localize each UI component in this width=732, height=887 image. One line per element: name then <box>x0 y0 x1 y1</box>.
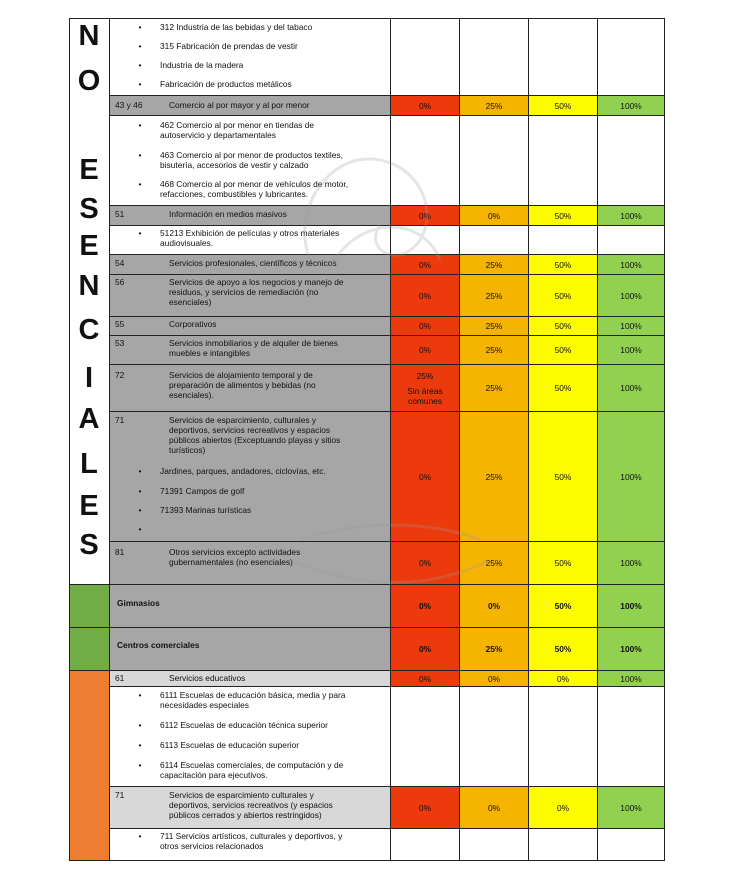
pct-cell <box>390 670 460 687</box>
pct-value: 0% <box>418 802 432 813</box>
bullet-icon: • <box>138 120 142 130</box>
empty-cell <box>597 115 665 206</box>
sector-name: preparación de alimentos y bebidas (no <box>169 380 316 390</box>
bullet-icon: • <box>138 22 142 32</box>
pct-value: Sin áreas <box>407 385 443 396</box>
pct-value: 50% <box>554 321 572 331</box>
pct-cell <box>597 584 665 628</box>
side-letter: N <box>78 20 100 52</box>
pct-cell <box>390 627 460 671</box>
empty-cell <box>597 18 665 96</box>
bullet-icon: • <box>138 740 142 750</box>
sector-name: Otros servicios excepto actividades <box>169 547 301 557</box>
pct-multiline <box>407 371 442 406</box>
pct-value: 0% <box>418 210 432 221</box>
sector-name: Servicios de esparcimiento, culturales y <box>169 415 317 425</box>
pct-value: 0% <box>418 290 432 301</box>
pct-cell <box>597 541 665 585</box>
bullet-icon: • <box>138 60 142 70</box>
pct-cell <box>390 205 460 226</box>
pct-cell <box>459 364 529 412</box>
sector-name: deportivos, servicios recreativos (y espacios <box>169 800 333 810</box>
pct-cell <box>528 274 598 317</box>
list-item: audiovisuales. <box>160 238 214 248</box>
pct-value: 25% <box>485 321 503 331</box>
pct-cell <box>528 670 598 687</box>
sector-name: Servicios de esparcimiento culturales y <box>169 790 314 800</box>
empty-cell <box>390 18 460 96</box>
pct-cell <box>597 670 665 687</box>
pct-cell <box>390 411 460 542</box>
pct-value: 0% <box>418 100 432 111</box>
list-item: Fabricación de productos metálicos <box>160 79 292 89</box>
pct-value: 0% <box>418 644 432 654</box>
list-item: 462 Comercio al por menor en tiendas de <box>160 120 315 130</box>
bullet-icon: • <box>138 760 142 770</box>
sector-code: 61 <box>115 673 125 683</box>
list-item: 6111 Escuelas de educación básica, media y para <box>160 690 346 700</box>
pct-cell <box>459 95 529 116</box>
pct-value: 0% <box>418 471 432 482</box>
list-item: necesidades especiales <box>160 700 249 710</box>
pct-value: 100% <box>620 558 642 568</box>
pct-cell <box>459 411 529 542</box>
bullet-icon: • <box>138 41 142 51</box>
list-item: bisutería, accesorios de vestir y calzado <box>160 160 309 170</box>
list-item: 6114 Escuelas comerciales, de computación y de <box>160 760 344 770</box>
sector-code: 72 <box>115 370 125 380</box>
empty-cell <box>459 18 529 96</box>
sector-code: 53 <box>115 338 125 348</box>
pct-cell <box>390 786 460 829</box>
sector-name: Servicios de alojamiento temporal y de <box>169 370 313 380</box>
list-item: 6112 Escuelas de educación técnica superior <box>160 720 328 730</box>
sector-code: 81 <box>115 547 125 557</box>
sector-code: 55 <box>115 319 125 329</box>
pct-value: 0% <box>418 673 432 684</box>
pct-value: 0% <box>487 210 501 221</box>
bullet-icon: • <box>138 720 142 730</box>
pct-cell <box>459 670 529 687</box>
list-item: 711 Servicios artísticos, culturales y deportivos, y <box>160 831 343 841</box>
bullet-icon: • <box>138 466 142 476</box>
sector-name: Comercio al por mayor y al por menor <box>169 100 310 110</box>
sector-name: Servicios inmobiliarios y de alquiler de bienes <box>169 338 338 348</box>
pct-value: 50% <box>554 259 572 270</box>
side-green-cell <box>69 584 110 628</box>
pct-value: 100% <box>620 290 642 301</box>
pct-value: 50% <box>554 601 572 611</box>
list-item: 463 Comercio al por menor de productos textiles, <box>160 150 343 160</box>
pct-cell <box>528 627 598 671</box>
pct-value: 25% <box>485 100 503 111</box>
empty-cell <box>459 686 529 787</box>
list-item: otros servicios relacionados <box>160 841 264 851</box>
bullet-icon: • <box>138 150 142 160</box>
list-item: Jardines, parques, andadores, ciclovías, etc. <box>160 466 326 476</box>
pct-value: 100% <box>620 100 642 111</box>
sector-name: residuos, y servicios de remediación (no <box>169 287 319 297</box>
sector-name: Información en medios masivos <box>169 209 287 219</box>
sector-name: esenciales). <box>169 390 214 400</box>
empty-cell <box>459 828 529 861</box>
side-letter: E <box>79 490 99 522</box>
empty-cell <box>597 828 665 861</box>
sector-code: 71 <box>115 790 125 800</box>
pct-cell <box>459 541 529 585</box>
side-green-cell <box>69 627 110 671</box>
pct-value: 100% <box>620 802 642 813</box>
pct-value: 50% <box>554 558 572 568</box>
pct-value: 0% <box>418 601 432 611</box>
pct-value: 50% <box>554 100 572 111</box>
pct-value: 100% <box>620 259 642 270</box>
pct-value: 50% <box>554 644 572 654</box>
list-item: autoservicio y departamentales <box>160 130 276 140</box>
pct-cell <box>528 411 598 542</box>
sector-cell <box>109 316 391 336</box>
pct-cell <box>459 584 529 628</box>
sector-code: 56 <box>115 277 125 287</box>
empty-cell <box>528 828 598 861</box>
pct-cell <box>459 254 529 275</box>
list-item: 6113 Escuelas de educación superior <box>160 740 300 750</box>
sector-name: Servicios profesionales, científicos y técnicos <box>169 258 337 268</box>
pct-value: 25% <box>485 290 503 301</box>
sector-name: Servicios de apoyo a los negocios y manejo de <box>169 277 344 287</box>
pct-value: 25% <box>485 644 503 654</box>
sector-name: Servicios educativos <box>169 673 246 683</box>
pct-value: 100% <box>620 644 642 654</box>
pct-cell <box>528 364 598 412</box>
pct-value: 100% <box>620 471 642 482</box>
pct-value: 25% <box>485 558 503 568</box>
sector-name: turísticos) <box>169 445 206 455</box>
pct-cell <box>390 274 460 317</box>
pct-cell <box>390 95 460 116</box>
bullet-icon: • <box>138 690 142 700</box>
sector-name: muebles e intangibles <box>169 348 251 358</box>
sector-name: públicos cerrados y abiertos restringidos) <box>169 810 322 820</box>
pct-cell <box>459 205 529 226</box>
sector-name: esenciales) <box>169 297 212 307</box>
measures-table <box>69 18 664 860</box>
pct-cell <box>528 316 598 336</box>
empty-cell <box>528 18 598 96</box>
pct-cell <box>528 335 598 365</box>
empty-cell <box>390 225 460 255</box>
pct-value: 25% <box>416 370 434 381</box>
bullet-icon: • <box>138 524 142 534</box>
pct-cell <box>390 364 460 412</box>
pct-value: 0% <box>487 802 501 813</box>
list-item: Industria de la madera <box>160 60 244 70</box>
bullet-icon: • <box>138 179 142 189</box>
empty-cell <box>528 225 598 255</box>
pct-cell <box>597 205 665 226</box>
pct-cell <box>597 786 665 829</box>
sector-name: Centros comerciales <box>117 640 200 650</box>
list-item: 51213 Exhibición de películas y otros materiales <box>160 228 340 238</box>
list-item: capacitación para ejecutivos. <box>160 770 268 780</box>
sector-name: Corporativos <box>169 319 217 329</box>
sector-name: públicos abiertos (Exceptuando playas y sitios <box>169 435 341 445</box>
side-letter: N <box>78 270 100 302</box>
bullet-icon: • <box>138 486 142 496</box>
empty-cell <box>597 686 665 787</box>
side-letter: S <box>79 193 99 225</box>
list-item: 71391 Campos de golf <box>160 486 245 496</box>
pct-value: 0% <box>418 259 432 270</box>
empty-cell <box>459 225 529 255</box>
side-letter: C <box>78 314 100 346</box>
sector-name: Gimnasios <box>117 598 160 608</box>
side-letter: L <box>80 448 98 480</box>
pct-cell <box>597 254 665 275</box>
side-letter: E <box>79 154 99 186</box>
pct-cell <box>528 541 598 585</box>
bullet-icon: • <box>138 228 142 238</box>
empty-cell <box>597 225 665 255</box>
pct-value: 50% <box>554 210 572 221</box>
pct-value: 50% <box>554 383 572 393</box>
pct-value: 100% <box>620 345 642 355</box>
pct-value: 0% <box>418 345 432 355</box>
pct-value: 50% <box>554 345 572 355</box>
empty-cell <box>459 115 529 206</box>
bullet-icon: • <box>138 831 142 841</box>
pct-value: 25% <box>485 471 503 482</box>
pct-cell <box>528 205 598 226</box>
sector-name: deportivos, servicios recreativos y espacios <box>169 425 331 435</box>
list-item: 468 Comercio al por menor de vehículos de motor, <box>160 179 349 189</box>
pct-value: comunes <box>408 395 442 406</box>
sector-name: gubernamentales (no esenciales) <box>169 557 293 567</box>
sector-code: 54 <box>115 258 125 268</box>
pct-value: 25% <box>485 345 503 355</box>
pct-cell <box>597 627 665 671</box>
pct-cell <box>390 254 460 275</box>
pct-value: 25% <box>485 383 503 393</box>
pct-value: 0% <box>487 673 501 684</box>
empty-cell <box>390 828 460 861</box>
pct-cell <box>597 335 665 365</box>
pct-cell <box>528 254 598 275</box>
side-letter: I <box>84 362 94 394</box>
sector-cell <box>109 670 391 687</box>
sector-code: 43 y 46 <box>115 100 143 110</box>
pct-cell <box>597 364 665 412</box>
pct-value: 0% <box>487 601 501 611</box>
pct-cell <box>390 335 460 365</box>
pct-value: 100% <box>620 601 642 611</box>
side-letter: E <box>79 230 99 262</box>
sector-code: 51 <box>115 209 125 219</box>
pct-cell <box>390 316 460 336</box>
pct-cell <box>459 274 529 317</box>
pct-cell <box>459 316 529 336</box>
pct-cell <box>597 274 665 317</box>
list-item: 312 Industria de las bebidas y del tabaco <box>160 22 313 32</box>
side-letter: S <box>79 529 99 561</box>
list-item: 315 Fabricación de prendas de vestir <box>160 41 298 51</box>
pct-value: 50% <box>554 471 572 482</box>
pct-value: 0% <box>418 558 432 568</box>
pct-value: 100% <box>620 321 642 331</box>
pct-value: 100% <box>620 383 642 393</box>
pct-value: 0% <box>556 673 570 684</box>
side-letter: A <box>78 403 100 435</box>
pct-cell <box>597 411 665 542</box>
pct-value: 25% <box>485 259 503 270</box>
side-letter: O <box>77 65 101 97</box>
pct-cell <box>459 627 529 671</box>
pct-value: 50% <box>554 290 572 301</box>
pct-cell <box>597 316 665 336</box>
empty-cell <box>390 115 460 206</box>
pct-cell <box>597 95 665 116</box>
pct-cell <box>459 335 529 365</box>
bullet-icon: • <box>138 505 142 515</box>
empty-cell <box>390 686 460 787</box>
pct-value: 0% <box>418 321 432 331</box>
pct-cell <box>390 584 460 628</box>
bullet-icon: • <box>138 79 142 89</box>
pct-cell <box>528 786 598 829</box>
pct-cell <box>390 541 460 585</box>
empty-cell <box>528 686 598 787</box>
pct-cell <box>528 95 598 116</box>
pct-value: 0% <box>556 802 570 813</box>
list-item: refacciones, combustibles y lubricantes. <box>160 189 309 199</box>
pct-cell <box>459 786 529 829</box>
list-item: 71393 Marinas turísticas <box>160 505 252 515</box>
sector-code: 71 <box>115 415 125 425</box>
pct-cell <box>528 584 598 628</box>
pct-value: 100% <box>620 210 642 221</box>
empty-cell <box>528 115 598 206</box>
side-orange-cell <box>69 670 110 861</box>
pct-value: 100% <box>620 673 642 684</box>
